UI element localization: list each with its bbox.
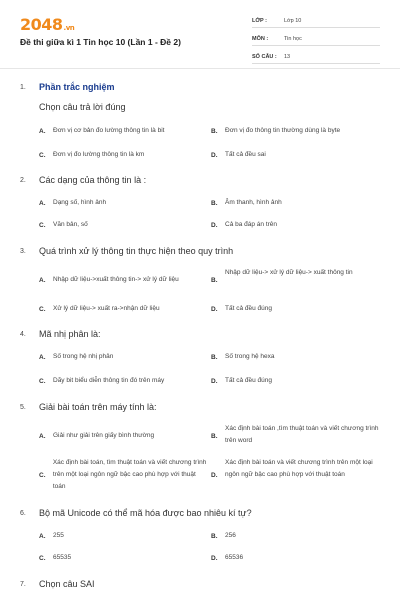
option-d[interactable] [211, 222, 381, 231]
option-text: Đơn vị đo lường thông tin là km [53, 151, 145, 158]
option-letter: C. [39, 472, 46, 479]
option-text: Nhập dữ liệu->xuất thông tin-> xử lý dữ liệu [53, 276, 179, 283]
meta-row-count [252, 50, 380, 64]
option-letter: A. [39, 533, 46, 540]
option-a[interactable] [39, 533, 209, 542]
option-b[interactable] [211, 354, 381, 363]
header-divider [0, 68, 400, 69]
meta-value: Tin học [284, 35, 302, 42]
option-c[interactable] [39, 222, 209, 231]
option-a[interactable] [39, 200, 209, 209]
option-text: Tất cả đều đúng [225, 305, 272, 312]
question-text: Mã nhị phân là: [39, 329, 101, 339]
option-letter: C. [39, 378, 46, 385]
option-letter: A. [39, 277, 46, 284]
section-title: Phần trắc nghiệm [39, 82, 115, 92]
meta-row-class [252, 14, 380, 28]
option-a[interactable] [39, 128, 209, 137]
option-a[interactable] [39, 354, 209, 363]
option-a[interactable] [39, 433, 209, 442]
meta-label: SỐ CÂU : [252, 53, 277, 60]
option-letter: A. [39, 433, 46, 440]
page-header [0, 0, 400, 68]
meta-label: MÔN : [252, 35, 269, 42]
logo-main: 2048 [20, 15, 63, 34]
question-text: Bộ mã Unicode có thể mã hóa được bao nhiêu kí tự? [39, 508, 252, 518]
meta-value: 13 [284, 53, 291, 60]
option-letter: A. [39, 354, 46, 361]
option-text: 255 [53, 532, 64, 539]
option-text: Đơn vị cơ bản đo lường thông tin là bit [53, 127, 165, 134]
option-c[interactable] [39, 152, 209, 161]
option-d[interactable] [211, 306, 381, 315]
question-text: Chọn câu SAI [39, 579, 95, 589]
option-text: 65535 [53, 554, 72, 561]
option-letter: D. [211, 472, 218, 479]
logo-suffix: .vn [63, 24, 75, 32]
section-subtitle: Chọn câu trả lời đúng [39, 102, 126, 112]
option-b[interactable] [211, 128, 381, 137]
option-text: Tất cả đều sai [225, 151, 266, 158]
option-b[interactable] [211, 270, 381, 284]
question-number: 6. [20, 510, 26, 517]
question-text: Các dạng của thông tin là : [39, 175, 147, 185]
option-text: Dãy bit biểu diễn thông tin đó trên máy [53, 377, 165, 384]
meta-row-subject [252, 32, 380, 46]
option-text: Âm thanh, hình ảnh [225, 199, 282, 206]
exam-meta [252, 14, 380, 68]
option-text: Xử lý dữ liệu-> xuất ra->nhận dữ liệu [53, 305, 160, 312]
option-text: Cả ba đáp án trên [225, 221, 278, 228]
option-letter: D. [211, 306, 218, 313]
meta-value: Lớp 10 [284, 17, 302, 24]
option-text: Số trong hệ nhị phân [53, 353, 114, 360]
option-c[interactable] [39, 555, 209, 564]
question-number: 5. [20, 404, 26, 411]
option-letter: A. [39, 128, 46, 135]
option-letter: B. [211, 433, 218, 440]
meta-label: LỚP : [252, 17, 267, 24]
option-letter: C. [39, 222, 46, 229]
question-number: 3. [20, 248, 26, 255]
option-letter: A. [39, 200, 46, 207]
option-text: Đơn vị đo thông tin thường dùng là byte [225, 127, 341, 134]
option-letter: D. [211, 555, 218, 562]
option-letter: D. [211, 222, 218, 229]
question-number: 2. [20, 177, 26, 184]
exam-title: Đề thi giữa kì 1 Tin học 10 (Lần 1 - Đề 2) [20, 37, 181, 47]
option-d[interactable] [211, 460, 381, 481]
option-text: Xác định bài toán, tìm thuật toán và viết chương trình trên một loại ngôn ngữ bậc cao phù hợp với thuật toán [52, 459, 207, 490]
option-text: Văn bản, số [53, 221, 88, 228]
section-number: 1. [20, 84, 26, 91]
option-letter: D. [211, 152, 218, 159]
option-text: Số trong hệ hexa [225, 353, 275, 360]
option-b[interactable] [211, 426, 381, 447]
question-text: Quá trình xử lý thông tin thực hiện theo quy trình [39, 246, 234, 256]
option-text: Nhập dữ liệu-> xử lý dữ liệu-> xuất thông tin [225, 269, 353, 276]
option-c[interactable] [39, 460, 209, 493]
option-letter: B. [211, 128, 218, 135]
option-text: Giải như giải trên giấy bình thường [53, 432, 155, 439]
question-number: 7. [20, 581, 26, 588]
option-b[interactable] [211, 200, 381, 209]
option-text: Xác định bài toán và viết chương trình trên một loại ngôn ngữ bậc cao phù hợp với thuật toán [225, 459, 373, 478]
option-letter: B. [211, 277, 218, 284]
question-number: 4. [20, 331, 26, 338]
option-text: Dạng số, hình ảnh [53, 199, 107, 206]
option-text: Xác định bài toán ,tìm thuật toán và viết chương trình trên word [225, 425, 379, 444]
option-letter: C. [39, 306, 46, 313]
option-c[interactable] [39, 378, 209, 387]
option-text: Tất cả đều đúng [225, 377, 272, 384]
site-logo[interactable] [20, 15, 74, 34]
option-letter: B. [211, 533, 218, 540]
option-a[interactable] [39, 277, 209, 286]
option-letter: C. [39, 555, 46, 562]
option-text: 65536 [225, 554, 244, 561]
option-c[interactable] [39, 306, 209, 315]
option-b[interactable] [211, 533, 381, 542]
option-letter: D. [211, 378, 218, 385]
option-d[interactable] [211, 555, 381, 564]
option-letter: C. [39, 152, 46, 159]
option-d[interactable] [211, 378, 381, 387]
option-letter: B. [211, 354, 218, 361]
option-letter: B. [211, 200, 218, 207]
option-text: 256 [225, 532, 236, 539]
option-d[interactable] [211, 152, 381, 161]
question-text: Giải bài toán trên máy tính là: [39, 402, 157, 412]
